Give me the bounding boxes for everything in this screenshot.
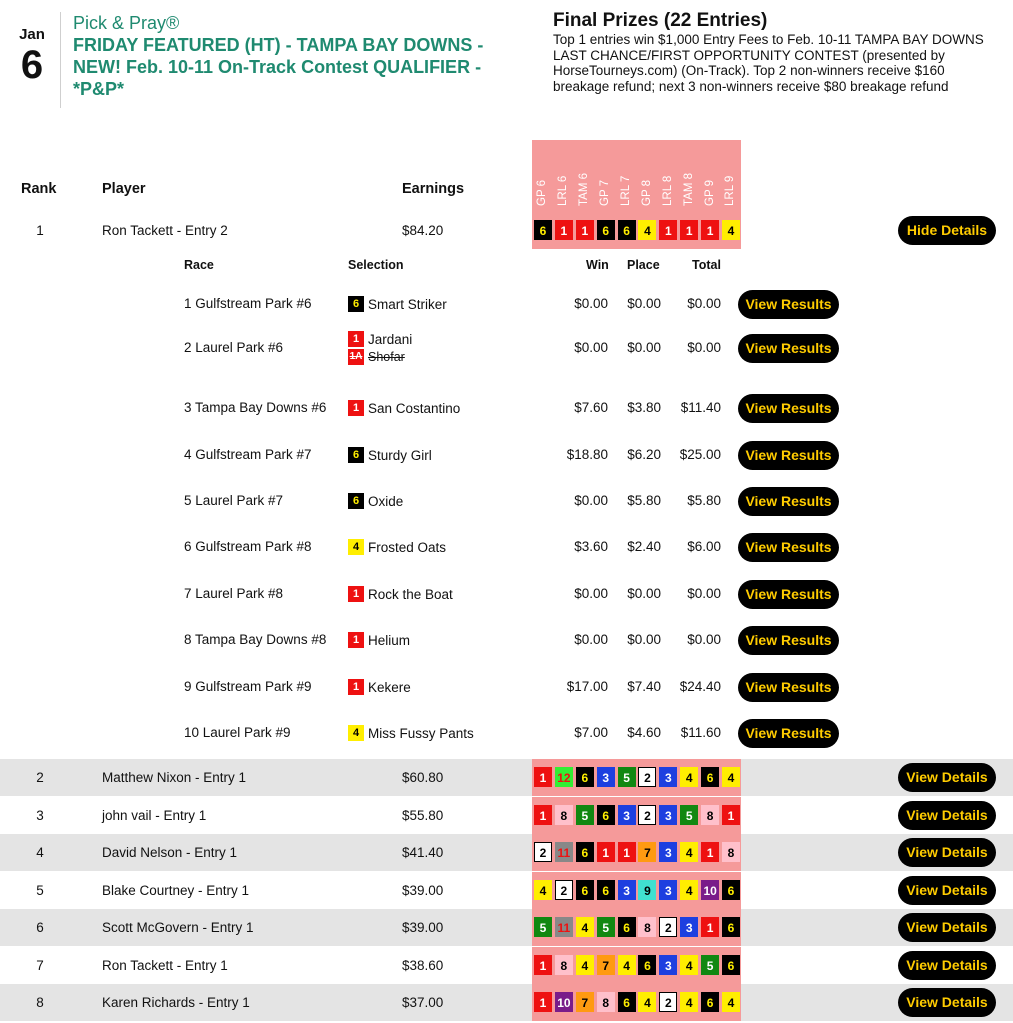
rank-cell: 8 bbox=[36, 995, 44, 1010]
pick-box: 9 bbox=[638, 880, 656, 900]
detail-total-header: Total bbox=[692, 258, 721, 272]
rank-header: Rank bbox=[21, 181, 57, 197]
contest-title-block bbox=[73, 12, 533, 100]
pick-box: 4 bbox=[680, 767, 698, 787]
detail-total: $11.40 bbox=[680, 400, 721, 415]
detail-place: $0.00 bbox=[627, 632, 661, 647]
race-header bbox=[657, 140, 678, 208]
pick-box: 1 bbox=[534, 992, 552, 1012]
program-number-box: 4 bbox=[348, 539, 364, 555]
program-number-box: 1 bbox=[348, 331, 364, 347]
pick-box: 3 bbox=[659, 880, 677, 900]
leaderboard-row bbox=[0, 834, 1013, 871]
pick-box: 1 bbox=[555, 220, 573, 240]
earnings-cell: $39.00 bbox=[402, 883, 444, 898]
detail-selection bbox=[348, 585, 453, 603]
horse-name: Miss Fussy Pants bbox=[368, 725, 474, 741]
detail-race: 4 Gulfstream Park #7 bbox=[184, 447, 312, 462]
contest-name: FRIDAY FEATURED (HT) - TAMPA BAY DOWNS - NEW! Feb. 10-11 On-Track Contest QUALIFIER - *P&P* bbox=[73, 35, 484, 99]
detail-place-header: Place bbox=[627, 258, 660, 272]
detail-place: $5.80 bbox=[627, 493, 661, 508]
leaderboard-row bbox=[0, 872, 1013, 909]
pick-box: 5 bbox=[597, 917, 615, 937]
hide-details-button[interactable]: Hide Details bbox=[898, 216, 996, 245]
pick-box: 1 bbox=[534, 805, 552, 825]
pick-box: 6 bbox=[576, 767, 594, 787]
race-header bbox=[553, 140, 574, 208]
pick-box: 4 bbox=[722, 767, 740, 787]
detail-race-header: Race bbox=[184, 258, 214, 272]
race-header-label: LRL 7 bbox=[620, 175, 632, 206]
pick-box: 10 bbox=[701, 880, 719, 900]
view-results-button[interactable]: View Results bbox=[738, 334, 839, 363]
detail-win: $7.60 bbox=[574, 400, 608, 415]
race-header-label: GP 6 bbox=[536, 180, 549, 206]
detail-place: $0.00 bbox=[627, 340, 661, 355]
pick-box: 5 bbox=[618, 767, 636, 787]
detail-total: $0.00 bbox=[687, 340, 721, 355]
rank-cell: 3 bbox=[36, 808, 44, 823]
program-number-box: 6 bbox=[348, 296, 364, 312]
prizes-description: Top 1 entries win $1,000 Entry Fees to Feb. 10-11 TAMPA BAY DOWNS LAST CHANCE/FIRST OPPORTUNITY CONTEST (presented by HorseTourneys.com) (On-Track). Top 2 non-winners receive $160 breakage refund; next 3 non-winners receive $80 breakage refund bbox=[553, 32, 984, 94]
race-header-label: LRL 6 bbox=[557, 175, 570, 206]
pick-box: 6 bbox=[701, 767, 719, 787]
event-month: Jan bbox=[19, 26, 45, 43]
pick-box: 8 bbox=[638, 917, 656, 937]
detail-total: $24.40 bbox=[679, 679, 721, 694]
pick-box: 6 bbox=[597, 805, 615, 825]
view-details-button[interactable]: View Details bbox=[898, 988, 996, 1017]
pick-box: 1 bbox=[680, 220, 698, 240]
view-results-button[interactable]: View Results bbox=[738, 580, 839, 609]
pick-box: 6 bbox=[576, 880, 594, 900]
pick-box: 8 bbox=[555, 955, 573, 975]
player-name: Ron Tackett - Entry 2 bbox=[102, 223, 228, 238]
program-number-box: 6 bbox=[348, 447, 364, 463]
detail-total: $6.00 bbox=[687, 539, 721, 554]
rank-cell: 4 bbox=[36, 845, 44, 860]
event-date bbox=[14, 26, 50, 85]
pick-box: 6 bbox=[618, 220, 636, 240]
horse-name: Shofar bbox=[368, 350, 405, 364]
earnings-cell: $41.40 bbox=[402, 845, 444, 860]
earnings-cell: $60.80 bbox=[402, 770, 444, 785]
pick-box: 1 bbox=[659, 220, 677, 240]
detail-total: $0.00 bbox=[687, 586, 721, 601]
detail-row bbox=[0, 622, 1013, 658]
pick-box: 2 bbox=[659, 992, 677, 1012]
race-header bbox=[678, 140, 699, 208]
race-header-label: TAM 8 bbox=[682, 172, 695, 206]
view-results-button[interactable]: View Results bbox=[738, 290, 839, 319]
race-header-label: GP 7 bbox=[599, 180, 612, 206]
race-header-label: LRL 8 bbox=[661, 175, 674, 206]
program-number-box: 4 bbox=[348, 725, 364, 741]
race-header bbox=[699, 140, 720, 208]
selection-line bbox=[348, 446, 432, 464]
view-results-button[interactable]: View Results bbox=[738, 441, 839, 470]
pick-box: 4 bbox=[534, 880, 552, 900]
detail-row bbox=[0, 390, 1013, 426]
selection-line bbox=[348, 330, 412, 348]
pick-box: 2 bbox=[555, 880, 573, 900]
race-header bbox=[720, 140, 741, 208]
pick-box: 3 bbox=[618, 880, 636, 900]
player-name: john vail - Entry 1 bbox=[102, 808, 207, 823]
detail-selection-header: Selection bbox=[348, 258, 404, 272]
horse-name: Oxide bbox=[368, 493, 404, 509]
detail-race: 9 Gulfstream Park #9 bbox=[184, 679, 312, 694]
detail-race: 6 Gulfstream Park #8 bbox=[184, 539, 312, 554]
race-header bbox=[574, 140, 595, 208]
pick-box: 1 bbox=[597, 842, 615, 862]
view-details-button[interactable]: View Details bbox=[898, 801, 996, 830]
pick-box: 4 bbox=[638, 992, 656, 1012]
pick-box: 3 bbox=[618, 805, 636, 825]
detail-total: $25.00 bbox=[679, 447, 721, 462]
pick-box: 7 bbox=[638, 842, 656, 862]
pick-box: 4 bbox=[680, 992, 698, 1012]
view-details-button[interactable]: View Details bbox=[898, 951, 996, 980]
detail-place: $0.00 bbox=[627, 586, 661, 601]
pick-box: 2 bbox=[638, 805, 656, 825]
program-number-box: 1 bbox=[348, 632, 364, 648]
earnings-cell: $39.00 bbox=[402, 920, 444, 935]
detail-row bbox=[0, 576, 1013, 612]
rank-cell: 6 bbox=[36, 920, 44, 935]
pick-box: 8 bbox=[597, 992, 615, 1012]
rank-cell: 5 bbox=[36, 883, 44, 898]
pick-box: 1 bbox=[701, 917, 719, 937]
detail-total: $11.60 bbox=[680, 725, 721, 740]
detail-win: $17.00 bbox=[566, 679, 608, 694]
detail-race: 7 Laurel Park #8 bbox=[184, 586, 284, 601]
leaderboard-row bbox=[0, 797, 1013, 834]
pick-box: 11 bbox=[555, 917, 573, 937]
contest-brand: Pick & Pray® bbox=[73, 13, 180, 33]
player-name: Karen Richards - Entry 1 bbox=[102, 995, 250, 1010]
detail-race: 1 Gulfstream Park #6 bbox=[184, 296, 312, 311]
detail-race: 8 Tampa Bay Downs #8 bbox=[184, 632, 327, 647]
pick-box: 8 bbox=[701, 805, 719, 825]
horse-name: San Costantino bbox=[368, 400, 461, 416]
horse-name: Jardani bbox=[368, 331, 413, 347]
detail-row bbox=[0, 529, 1013, 565]
pick-boxes bbox=[534, 767, 743, 787]
pick-box: 3 bbox=[659, 767, 677, 787]
view-results-button[interactable]: View Results bbox=[738, 394, 839, 423]
pick-box: 3 bbox=[659, 842, 677, 862]
pick-box: 4 bbox=[618, 955, 636, 975]
horse-name: Sturdy Girl bbox=[368, 447, 432, 463]
pick-box: 6 bbox=[722, 955, 740, 975]
program-number-box: 1 bbox=[348, 586, 364, 602]
detail-selection bbox=[348, 538, 446, 556]
selection-line bbox=[348, 631, 410, 649]
pick-box: 4 bbox=[722, 992, 740, 1012]
race-header-label: GP 9 bbox=[703, 180, 716, 206]
horse-name: Frosted Oats bbox=[368, 539, 447, 555]
earnings-cell: $84.20 bbox=[402, 223, 444, 238]
view-details-button[interactable]: View Details bbox=[898, 876, 996, 905]
selection-line bbox=[348, 295, 447, 313]
pick-boxes bbox=[534, 842, 743, 862]
selection-line bbox=[348, 399, 460, 417]
pick-box: 1 bbox=[722, 805, 740, 825]
player-name: Ron Tackett - Entry 1 bbox=[102, 958, 228, 973]
pick-box: 1 bbox=[701, 220, 719, 240]
leaderboard-row bbox=[0, 984, 1013, 1021]
detail-row bbox=[0, 286, 1013, 322]
horse-name: Smart Striker bbox=[368, 296, 447, 312]
detail-win: $0.00 bbox=[574, 296, 608, 311]
pick-boxes bbox=[534, 805, 743, 825]
detail-race: 3 Tampa Bay Downs #6 bbox=[184, 400, 327, 415]
detail-row bbox=[0, 437, 1013, 473]
pick-box: 11 bbox=[555, 842, 573, 862]
view-details-button[interactable]: View Details bbox=[898, 838, 996, 867]
selection-line bbox=[348, 492, 403, 510]
pick-box: 6 bbox=[701, 992, 719, 1012]
detail-place: $6.20 bbox=[627, 447, 661, 462]
pick-boxes bbox=[534, 220, 743, 240]
pick-box: 7 bbox=[597, 955, 615, 975]
pick-box: 4 bbox=[680, 955, 698, 975]
race-header-label: TAM 6 bbox=[578, 172, 591, 206]
detail-win: $18.80 bbox=[566, 447, 608, 462]
selection-line bbox=[348, 678, 411, 696]
view-details-button[interactable]: View Details bbox=[898, 763, 996, 792]
pick-box: 6 bbox=[618, 917, 636, 937]
detail-selection bbox=[348, 492, 403, 510]
detail-total: $5.80 bbox=[687, 493, 721, 508]
detail-place: $2.40 bbox=[627, 539, 661, 554]
player-name: Matthew Nixon - Entry 1 bbox=[102, 770, 247, 785]
earnings-cell: $55.80 bbox=[402, 808, 444, 823]
detail-total: $0.00 bbox=[687, 296, 721, 311]
pick-box: 6 bbox=[722, 917, 740, 937]
detail-place: $7.40 bbox=[627, 679, 661, 694]
pick-box: 6 bbox=[618, 992, 636, 1012]
selection-line bbox=[348, 724, 474, 742]
leaderboard-row bbox=[0, 947, 1013, 984]
pick-box: 5 bbox=[576, 805, 594, 825]
pick-box: 4 bbox=[722, 220, 740, 240]
pick-box: 1 bbox=[534, 767, 552, 787]
pick-box: 1 bbox=[576, 220, 594, 240]
earnings-cell: $38.60 bbox=[402, 958, 444, 973]
leaderboard-row bbox=[0, 212, 1013, 249]
pick-box: 3 bbox=[659, 805, 677, 825]
program-number-box: 6 bbox=[348, 493, 364, 509]
horse-name: Helium bbox=[368, 632, 411, 648]
pick-box: 5 bbox=[534, 917, 552, 937]
prizes-title: Final Prizes (22 Entries) bbox=[553, 10, 768, 31]
pick-box: 2 bbox=[534, 842, 552, 862]
leaderboard-row bbox=[0, 909, 1013, 946]
pick-boxes bbox=[534, 880, 743, 900]
detail-win-header: Win bbox=[586, 258, 609, 272]
pick-box: 6 bbox=[597, 220, 615, 240]
view-results-button[interactable]: View Results bbox=[738, 533, 839, 562]
pick-box: 4 bbox=[576, 917, 594, 937]
view-results-button[interactable]: View Results bbox=[738, 626, 839, 655]
pick-box: 3 bbox=[680, 917, 698, 937]
player-name: David Nelson - Entry 1 bbox=[102, 845, 238, 860]
race-header-label: LRL 9 bbox=[724, 175, 737, 206]
detail-win: $7.00 bbox=[574, 725, 608, 740]
view-results-button[interactable]: View Results bbox=[738, 719, 839, 748]
detail-win: $3.60 bbox=[574, 539, 608, 554]
detail-win: $0.00 bbox=[574, 632, 608, 647]
detail-win: $0.00 bbox=[574, 586, 608, 601]
pick-box: 1 bbox=[534, 955, 552, 975]
rank-cell: 1 bbox=[36, 223, 44, 238]
view-results-button[interactable]: View Results bbox=[738, 673, 839, 702]
pick-box: 4 bbox=[638, 220, 656, 240]
player-header: Player bbox=[102, 181, 146, 197]
rank-cell: 7 bbox=[36, 958, 44, 973]
pick-boxes bbox=[534, 992, 743, 1012]
pick-box: 2 bbox=[659, 917, 677, 937]
scratched-selection bbox=[348, 348, 412, 366]
header-divider bbox=[60, 12, 61, 108]
pick-box: 6 bbox=[534, 220, 552, 240]
race-header bbox=[595, 140, 616, 208]
rank-cell: 2 bbox=[36, 770, 44, 785]
selection-line bbox=[348, 585, 453, 603]
detail-selection bbox=[348, 631, 410, 649]
leaderboard-row bbox=[0, 759, 1013, 796]
detail-race: 10 Laurel Park #9 bbox=[184, 725, 291, 740]
pick-box: 6 bbox=[722, 880, 740, 900]
detail-place: $4.60 bbox=[627, 725, 661, 740]
detail-race: 2 Laurel Park #6 bbox=[184, 340, 284, 355]
detail-win: $0.00 bbox=[574, 493, 608, 508]
pick-box: 3 bbox=[659, 955, 677, 975]
earnings-header: Earnings bbox=[402, 181, 465, 197]
race-header bbox=[616, 140, 637, 208]
detail-selection bbox=[348, 678, 411, 696]
pick-box: 6 bbox=[597, 880, 615, 900]
pick-box: 5 bbox=[701, 955, 719, 975]
selection-line bbox=[348, 538, 446, 556]
pick-box: 6 bbox=[576, 842, 594, 862]
event-day: 6 bbox=[20, 43, 44, 87]
pick-box: 4 bbox=[576, 955, 594, 975]
detail-row bbox=[0, 330, 1013, 366]
detail-selection bbox=[348, 399, 460, 417]
player-name: Scott McGovern - Entry 1 bbox=[102, 920, 254, 935]
pick-box: 1 bbox=[618, 842, 636, 862]
race-headers bbox=[532, 140, 741, 208]
prizes-block bbox=[553, 10, 1003, 94]
detail-selection bbox=[348, 330, 412, 366]
pick-box: 8 bbox=[722, 842, 740, 862]
pick-box: 8 bbox=[555, 805, 573, 825]
program-number-box: 1 bbox=[348, 679, 364, 695]
pick-box: 1 bbox=[701, 842, 719, 862]
detail-win: $0.00 bbox=[574, 340, 608, 355]
pick-box: 5 bbox=[680, 805, 698, 825]
horse-name: Kekere bbox=[368, 679, 411, 695]
program-number-box: 1 bbox=[348, 400, 364, 416]
detail-race: 5 Laurel Park #7 bbox=[184, 493, 284, 508]
detail-row bbox=[0, 669, 1013, 705]
pick-box: 12 bbox=[555, 767, 573, 787]
pick-boxes bbox=[534, 917, 743, 937]
pick-box: 2 bbox=[638, 767, 656, 787]
pick-box: 4 bbox=[680, 880, 698, 900]
race-header bbox=[532, 140, 553, 208]
detail-row bbox=[0, 715, 1013, 751]
view-results-button[interactable]: View Results bbox=[738, 487, 839, 516]
detail-place: $3.80 bbox=[627, 400, 661, 415]
race-header bbox=[636, 140, 657, 208]
detail-place: $0.00 bbox=[627, 296, 661, 311]
program-number-box: 1A bbox=[348, 349, 364, 365]
pick-box: 7 bbox=[576, 992, 594, 1012]
pick-box: 4 bbox=[680, 842, 698, 862]
view-details-button[interactable]: View Details bbox=[898, 913, 996, 942]
earnings-cell: $37.00 bbox=[402, 995, 444, 1010]
pick-boxes bbox=[534, 955, 743, 975]
pick-box: 6 bbox=[638, 955, 656, 975]
detail-selection bbox=[348, 295, 447, 313]
pick-box: 10 bbox=[555, 992, 573, 1012]
player-name: Blake Courtney - Entry 1 bbox=[102, 883, 250, 898]
horse-name: Rock the Boat bbox=[368, 586, 453, 602]
detail-row bbox=[0, 483, 1013, 519]
detail-selection bbox=[348, 724, 474, 742]
detail-selection bbox=[348, 446, 432, 464]
pick-box: 3 bbox=[597, 767, 615, 787]
race-header-label: GP 8 bbox=[640, 180, 653, 206]
detail-total: $0.00 bbox=[687, 632, 721, 647]
